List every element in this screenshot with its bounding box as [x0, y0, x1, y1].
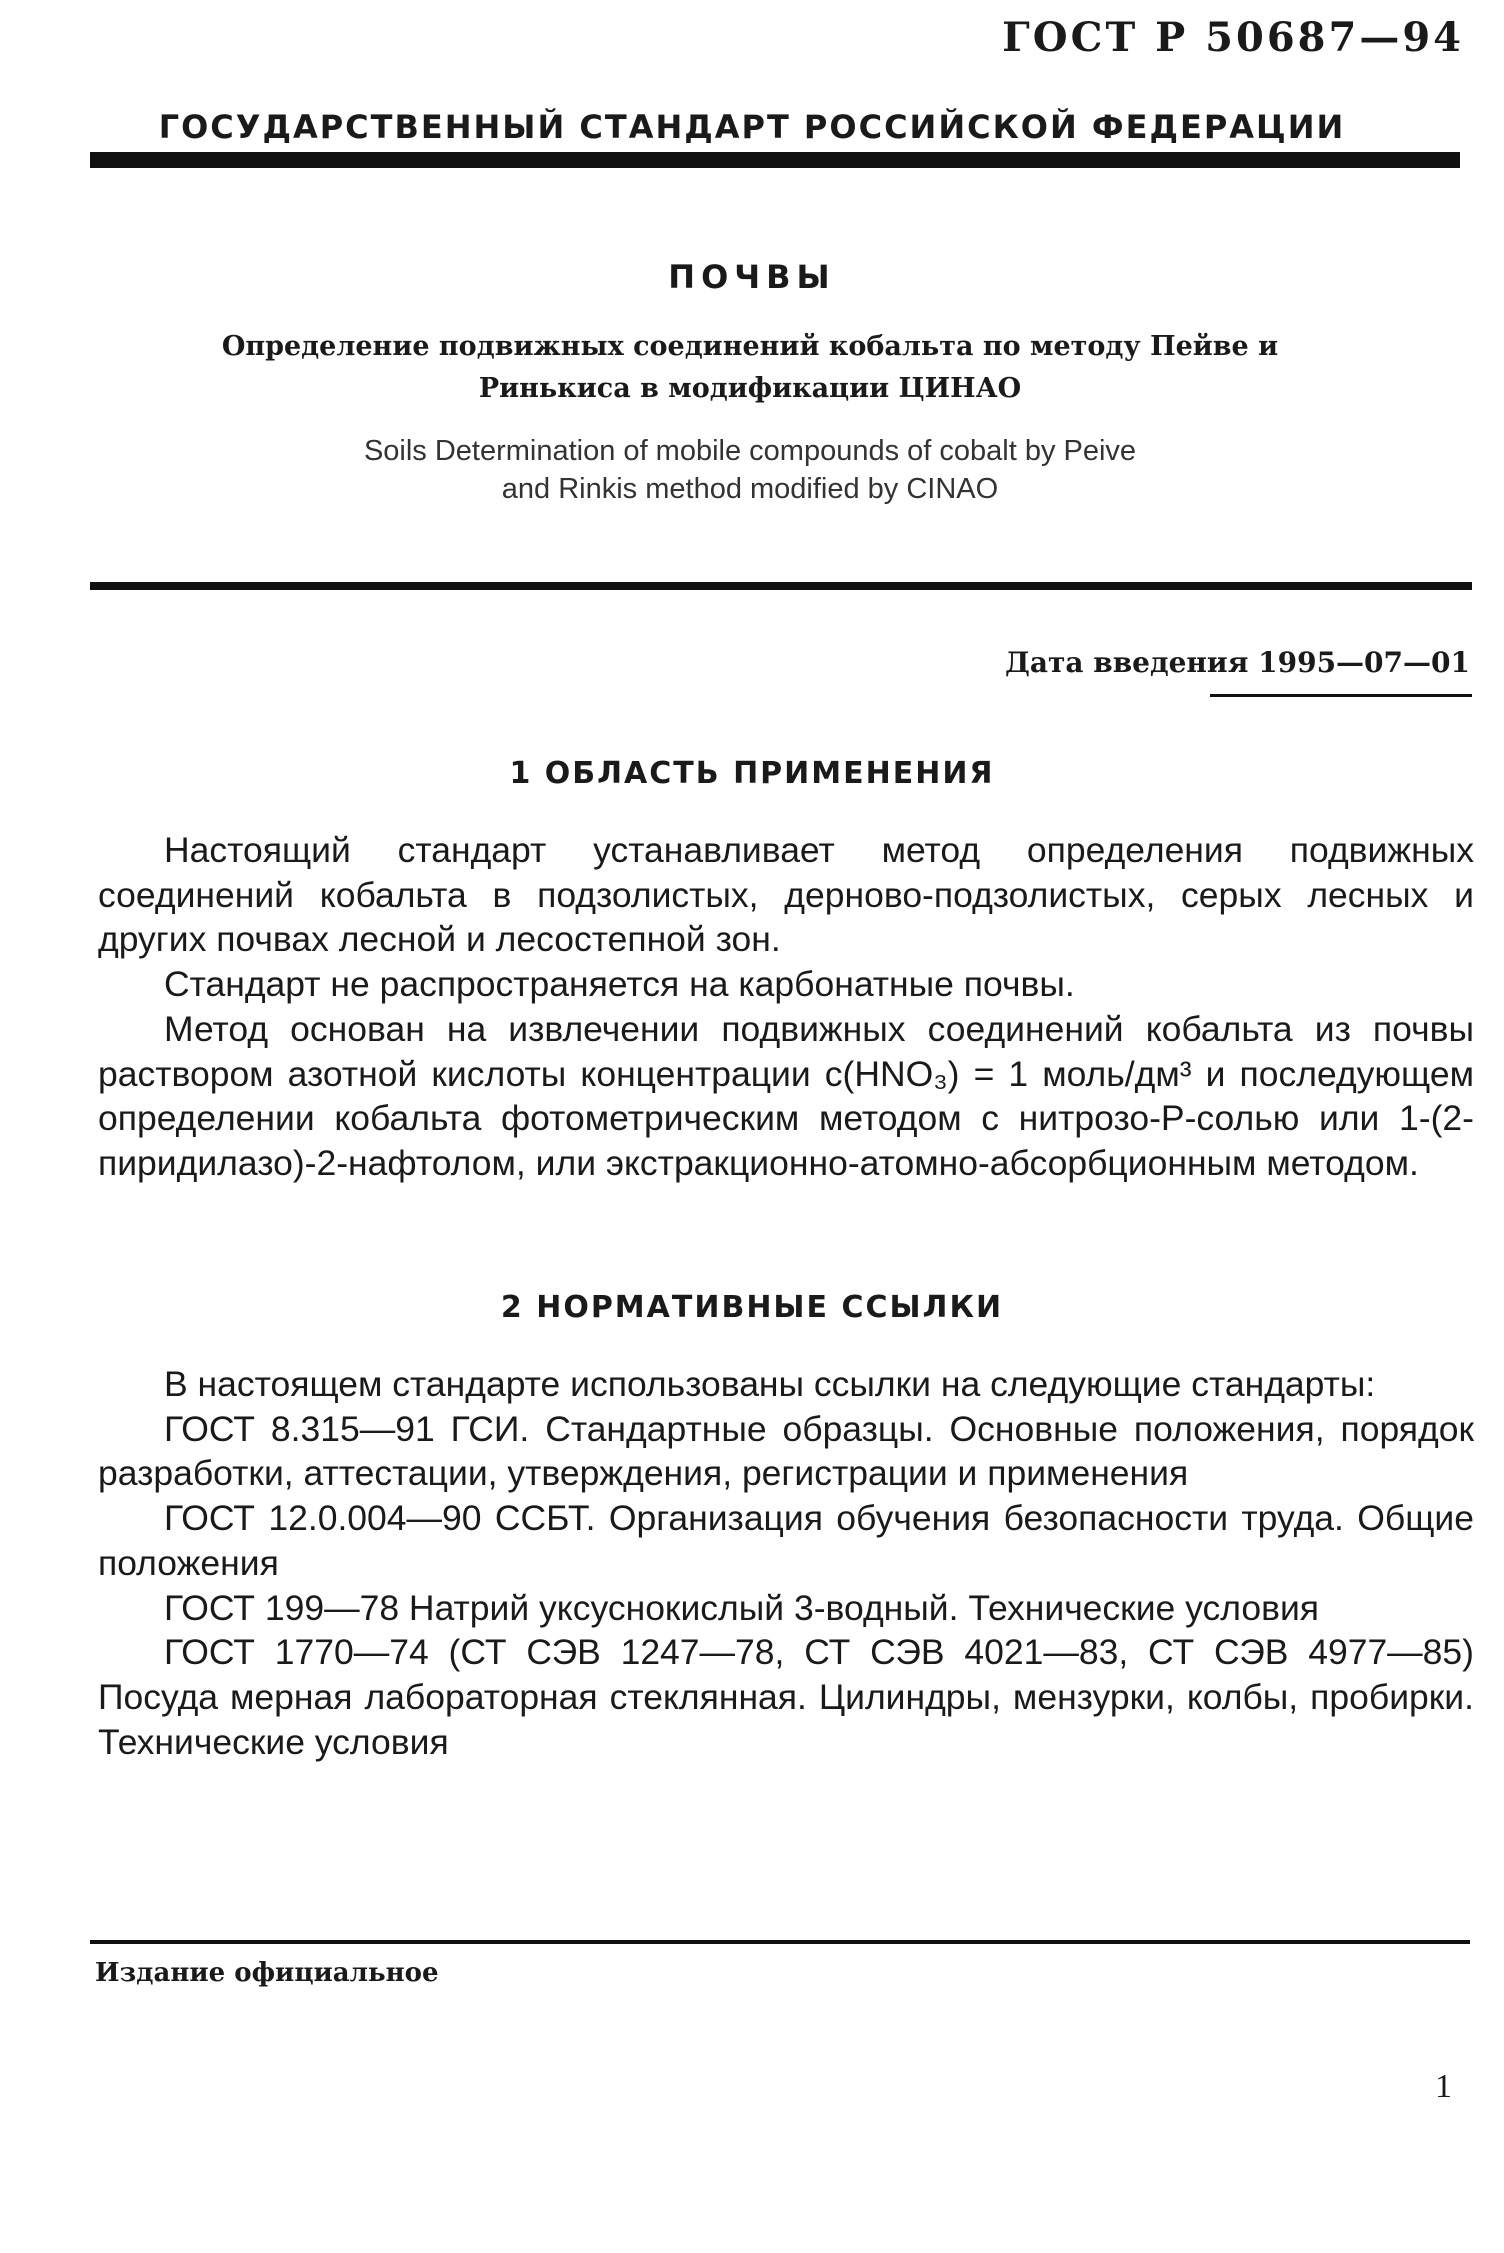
section-1-paragraph: Стандарт не распространяется на карбонатные почвы.	[164, 964, 1075, 1005]
section-1-heading: 1 ОБЛАСТЬ ПРИМЕНЕНИЯ	[509, 756, 995, 791]
reference-item: ГОСТ 12.0.004—90 ССБТ. Организация обучения безопасности труда. Общие положения	[98, 1498, 1474, 1583]
state-standard-heading: ГОСУДАРСТВЕННЫЙ СТАНДАРТ РОССИЙСКОЙ ФЕДЕРАЦИИ	[158, 108, 1346, 146]
subtitle-russian	[200, 326, 1300, 410]
reference-item: ГОСТ 8.315—91 ГСИ. Стандартные образцы. Основные положения, порядок разработки, аттестации, утверждения, регистрации и применения	[98, 1408, 1474, 1494]
section-1-body	[98, 828, 1474, 1186]
subtitle-english-line-1: Soils Determination of mobile compounds of cobalt by Peive	[363, 435, 1137, 467]
header-rule	[90, 152, 1460, 168]
subtitle-russian-line-1: Определение подвижных соединений кобальта по методу Пейве и	[221, 331, 1279, 362]
document-title: ПОЧВЫ	[668, 258, 836, 296]
section-2-body	[98, 1362, 1474, 1764]
subtitle-english	[240, 432, 1260, 508]
section-1-paragraph: Метод основан на извлечении подвижных соединений кобальта из почвы раствором азотной кислоты концентрации c(HNO₃) = 1 моль/дм³ и последующем определении кобальта фотометрическим методом с нитрозо-Р-солью или 1-(2-пиридилазо)-2-нафтолом, или экстракционно-атомно-абсорбционным методом.	[98, 1008, 1474, 1183]
page-number: 1	[1435, 2068, 1452, 2105]
subtitle-russian-line-2: Ринькиса в модификации ЦИНАО	[478, 373, 1022, 404]
reference-item: ГОСТ 1770—74 (СТ СЭВ 1247—78, СТ СЭВ 4021—83, СТ СЭВ 4977—85) Посуда мерная лабораторная стеклянная. Цилиндры, мензурки, колбы, пробирки. Технические условия	[98, 1632, 1474, 1762]
section-1-paragraph: Настоящий стандарт устанавливает метод определения подвижных соединений кобальта в подзолистых, дерново-подзолистых, серых лесных и других почвах лесной и лесостепной зон.	[98, 830, 1474, 960]
section-2-heading: 2 НОРМАТИВНЫЕ ССЫЛКИ	[500, 1290, 1004, 1325]
subtitle-english-line-2: and Rinkis method modified by CINAO	[501, 473, 999, 505]
introduction-date: Дата введения 1995—07—01	[1004, 646, 1470, 679]
footer-rule	[90, 1940, 1470, 1944]
document-number: ГОСТ Р 50687—94	[1002, 14, 1464, 61]
date-underline	[1210, 694, 1472, 697]
reference-item: ГОСТ 199—78 Натрий уксуснокислый 3-водный. Технические условия	[164, 1587, 1320, 1628]
title-rule	[90, 582, 1472, 590]
section-2-paragraph: В настоящем стандарте использованы ссылки на следующие стандарты:	[164, 1364, 1376, 1404]
official-edition-label: Издание официальное	[95, 1958, 439, 1988]
